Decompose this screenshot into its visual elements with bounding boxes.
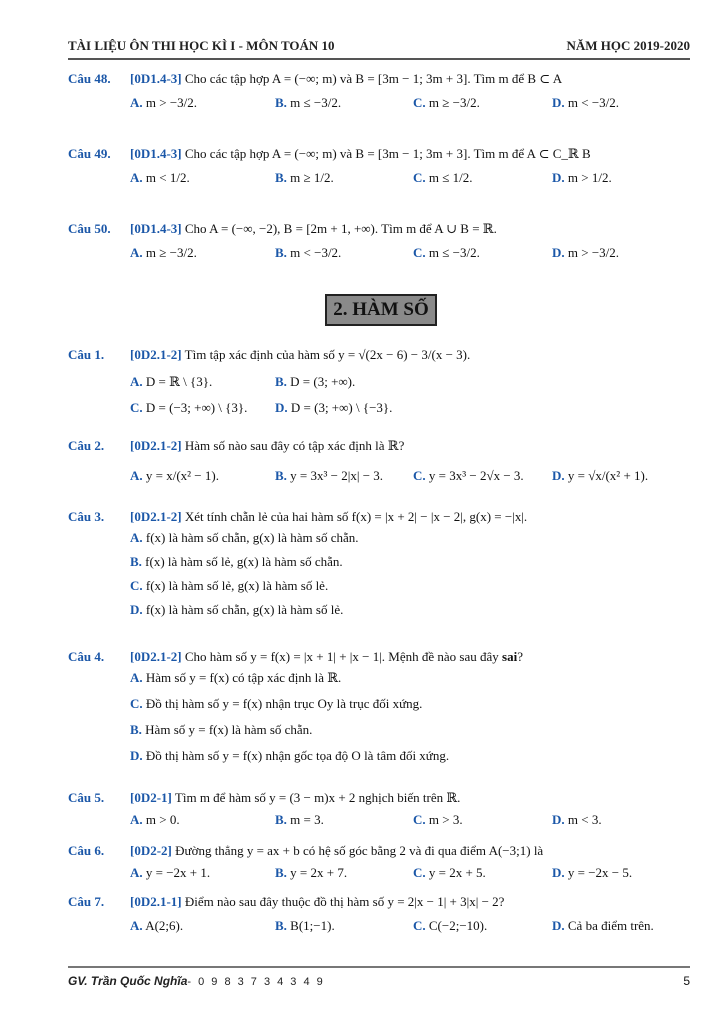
question-text: [0D2.1-2] Tìm tập xác định của hàm số y = √(2x − 6) − 3/(x − 3). xyxy=(130,347,471,362)
page-number: 5 xyxy=(683,974,690,988)
question-text: [0D2-1] Tìm m để hàm số y = (3 − m)x + 2 nghịch biến trên ℝ. xyxy=(130,790,461,805)
question-number: Câu 2. xyxy=(68,438,105,453)
answer-options xyxy=(68,167,694,189)
option-c[interactable]: C. f(x) là hàm số lẻ, g(x) là hàm số lẻ. xyxy=(130,578,329,593)
question-text: [0D2.1-2] Xét tính chẵn lẻ của hai hàm số f(x) = |x + 2| − |x − 2|, g(x) = −|x|. xyxy=(130,509,528,524)
option-b[interactable]: B. B(1;−1). xyxy=(275,918,335,933)
question-number: Câu 50. xyxy=(68,221,111,236)
option-d[interactable]: D. m > 1/2. xyxy=(552,170,612,185)
option-c[interactable]: C. m ≤ −3/2. xyxy=(413,245,480,260)
option-c[interactable]: C. D = (−3; +∞) \ {3}. xyxy=(130,400,248,415)
answer-options xyxy=(68,862,694,884)
option-b[interactable]: B. m < −3/2. xyxy=(275,245,342,260)
page-header xyxy=(68,38,690,60)
option-a[interactable]: A. m > 0. xyxy=(130,812,180,827)
option-b[interactable]: B. m ≥ 1/2. xyxy=(275,170,334,185)
answer-options xyxy=(68,809,694,831)
option-b[interactable]: B. D = (3; +∞). xyxy=(275,374,356,389)
option-a[interactable]: A. m ≥ −3/2. xyxy=(130,245,197,260)
question-number: Câu 5. xyxy=(68,790,105,805)
question-number: Câu 7. xyxy=(68,894,105,909)
option-c[interactable]: C. m ≤ 1/2. xyxy=(413,170,473,185)
option-b[interactable]: B. Hàm số y = f(x) là hàm số chẵn. xyxy=(130,722,313,737)
question-5 xyxy=(68,789,694,831)
option-a[interactable]: A. Hàm số y = f(x) có tập xác định là ℝ. xyxy=(130,670,342,685)
option-a[interactable]: A. f(x) là hàm số chẵn, g(x) là hàm số chẵn. xyxy=(130,530,359,545)
option-d[interactable]: D. m > −3/2. xyxy=(552,245,620,260)
option-d[interactable]: D. m < 3. xyxy=(552,812,602,827)
option-c[interactable]: C. m ≥ −3/2. xyxy=(413,95,480,110)
question-50 xyxy=(68,220,694,264)
option-a[interactable]: A. m > −3/2. xyxy=(130,95,198,110)
question-number: Câu 4. xyxy=(68,649,105,664)
question-text: [0D2.1-2] Cho hàm số y = f(x) = |x + 1| + |x − 1|. Mệnh đề nào sau đây sai? xyxy=(130,649,523,664)
page-footer xyxy=(68,966,690,990)
option-d[interactable]: D. D = (3; +∞) \ {−3}. xyxy=(275,400,393,415)
question-1 xyxy=(68,346,694,420)
option-c[interactable]: C. C(−2;−10). xyxy=(413,918,488,933)
option-d[interactable]: D. Đồ thị hàm số y = f(x) nhận gốc tọa độ O là tâm đối xứng. xyxy=(130,748,450,763)
answer-row xyxy=(68,396,694,420)
question-3 xyxy=(68,508,694,622)
question-text: [0D2.1-1] Điểm nào sau đây thuộc đồ thị hàm số y = 2|x − 1| + 3|x| − 2? xyxy=(130,894,505,909)
option-b[interactable]: B. m ≤ −3/2. xyxy=(275,95,342,110)
option-a[interactable]: A. y = x/(x² − 1). xyxy=(130,468,219,483)
option-b[interactable]: B. f(x) là hàm số lẻ, g(x) là hàm số chẵn. xyxy=(130,554,343,569)
question-2 xyxy=(68,437,694,487)
option-a[interactable]: A. A(2;6). xyxy=(130,918,184,933)
header-title: TÀI LIỆU ÔN THI HỌC KÌ I - MÔN TOÁN 10 xyxy=(68,38,335,53)
option-c[interactable]: C. m > 3. xyxy=(413,812,463,827)
question-text: [0D1.4-3] Cho các tập hợp A = (−∞; m) và B = [3m − 1; 3m + 3]. Tìm m để B ⊂ A xyxy=(130,71,563,86)
option-c[interactable]: C. y = 3x³ − 2√x − 3. xyxy=(413,468,524,483)
question-number: Câu 49. xyxy=(68,146,111,161)
answer-options xyxy=(68,465,694,487)
option-c[interactable]: C. y = 2x + 5. xyxy=(413,865,486,880)
section-title: 2. HÀM SỐ xyxy=(325,294,437,326)
question-text: [0D2.1-2] Hàm số nào sau đây có tập xác định là ℝ? xyxy=(130,438,405,453)
option-d[interactable]: D. y = √x/(x² + 1). xyxy=(552,468,649,483)
question-6 xyxy=(68,842,694,884)
author-credit: GV. Trần Quốc Nghĩa- 0 9 8 3 7 3 4 3 4 9 xyxy=(68,974,325,988)
option-d[interactable]: D. Cả ba điểm trên. xyxy=(552,918,654,933)
question-7 xyxy=(68,893,694,937)
answer-options xyxy=(68,915,694,937)
question-4 xyxy=(68,648,694,768)
option-b[interactable]: B. y = 2x + 7. xyxy=(275,865,348,880)
option-d[interactable]: D. m < −3/2. xyxy=(552,95,620,110)
header-year: NĂM HỌC 2019-2020 xyxy=(566,38,690,53)
answer-options xyxy=(68,242,694,264)
option-b[interactable]: B. m = 3. xyxy=(275,812,324,827)
option-a[interactable]: A. y = −2x + 1. xyxy=(130,865,211,880)
answer-row xyxy=(68,370,694,394)
option-c[interactable]: C. Đồ thị hàm số y = f(x) nhận trục Oy là trục đối xứng. xyxy=(130,696,423,711)
answer-options xyxy=(68,92,694,114)
question-text: [0D2-2] Đường thẳng y = ax + b có hệ số góc bằng 2 và đi qua điểm A(−3;1) là xyxy=(130,843,544,858)
question-number: Câu 48. xyxy=(68,71,111,86)
option-b[interactable]: B. y = 3x³ − 2|x| − 3. xyxy=(275,468,384,483)
question-49 xyxy=(68,145,694,189)
option-d[interactable]: D. y = −2x − 5. xyxy=(552,865,633,880)
option-d[interactable]: D. f(x) là hàm số chẵn, g(x) là hàm số lẻ. xyxy=(130,602,344,617)
question-text: [0D1.4-3] Cho A = (−∞, −2), B = [2m + 1, +∞). Tìm m để A ∪ B = ℝ. xyxy=(130,221,497,236)
option-a[interactable]: A. m < 1/2. xyxy=(130,170,190,185)
question-number: Câu 3. xyxy=(68,509,105,524)
question-number: Câu 1. xyxy=(68,347,105,362)
option-a[interactable]: A. D = ℝ \ {3}. xyxy=(130,374,213,389)
question-text: [0D1.4-3] Cho các tập hợp A = (−∞; m) và B = [3m − 1; 3m + 3]. Tìm m để A ⊂ C_ℝ B xyxy=(130,146,591,161)
question-48 xyxy=(68,70,694,114)
question-number: Câu 6. xyxy=(68,843,105,858)
